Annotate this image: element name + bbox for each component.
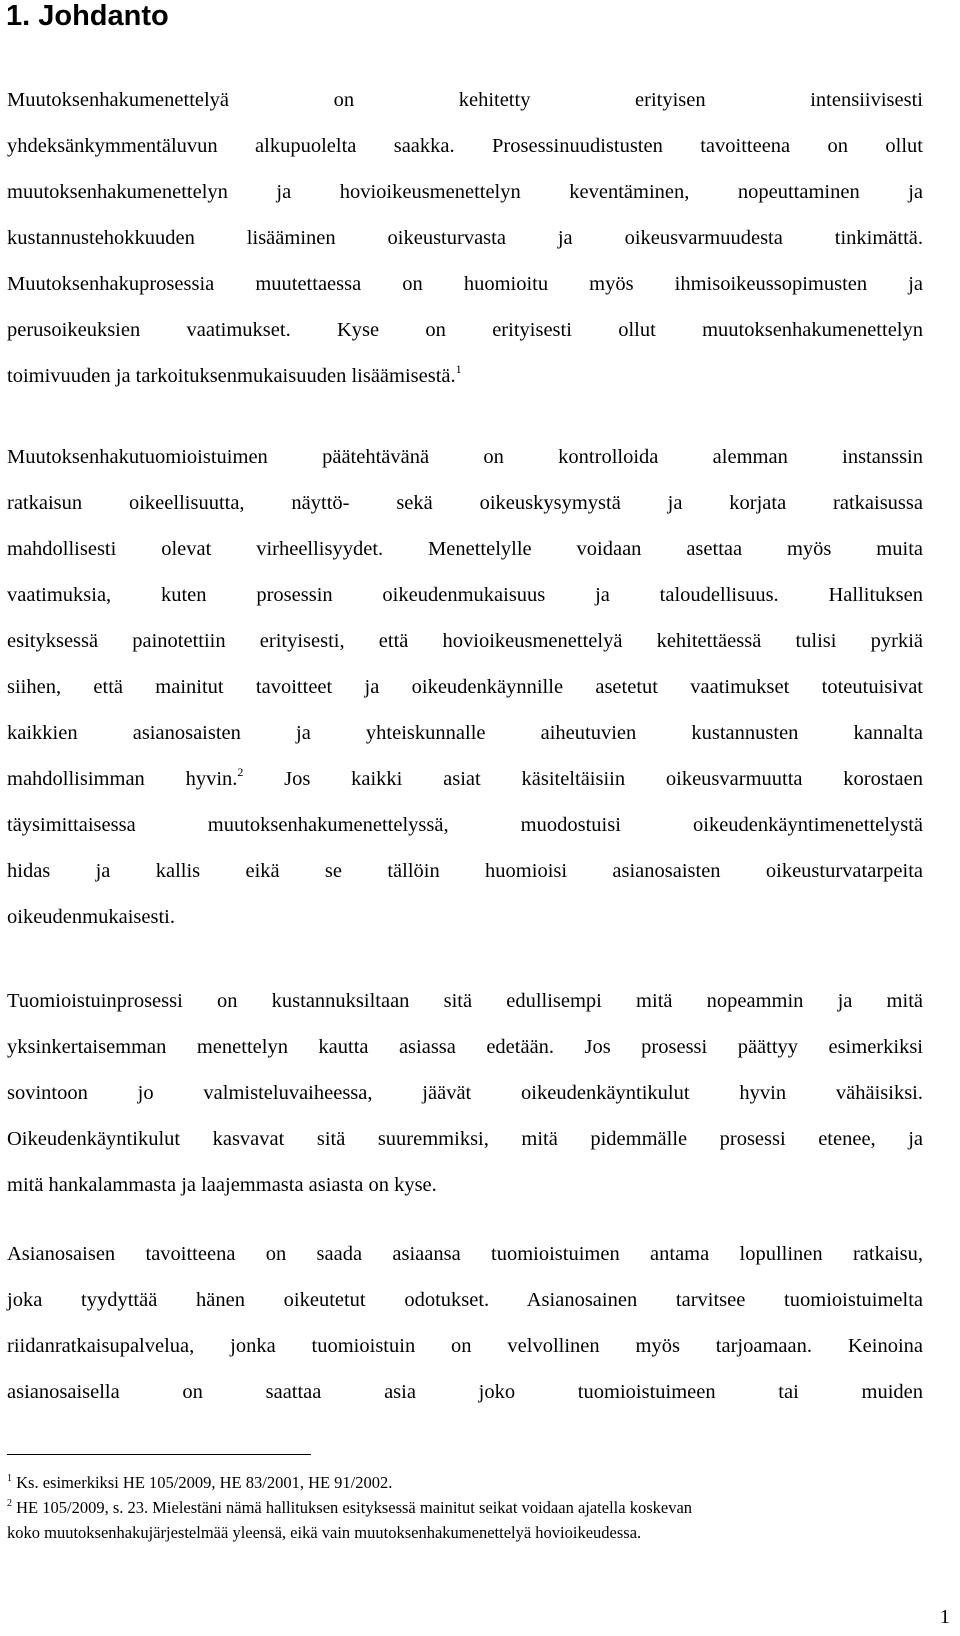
paragraph-line: yksinkertaisemman menettelyn kautta asiassa edetään. Jos prosessi päättyy esimerkiksi <box>7 1036 923 1058</box>
paragraph-line: oikeudenmukaisesti. <box>7 906 175 928</box>
paragraph-line-with-footnote-ref <box>7 353 923 399</box>
footnote-text: HE 105/2009, s. 23. Mielestäni nämä hallituksen esityksessä mainitut seikat voidaan ajatella koskevan <box>16 1498 693 1517</box>
footnote-reference-2[interactable]: 2 <box>237 765 244 779</box>
paragraph-2 <box>7 434 923 940</box>
paragraph-line: vaatimuksia, kuten prosessin oikeudenmukaisuus ja taloudellisuus. Hallituksen <box>7 584 923 606</box>
paragraph-line-text: Jos kaikki asiat käsiteltäisiin oikeusvarmuutta korostaen <box>243 768 923 790</box>
paragraph-line: Muutoksenhakuprosessia muutettaessa on huomioitu myös ihmisoikeussopimusten ja <box>7 273 923 295</box>
paragraph-line: täysimittaisessa muutoksenhakumenettelyssä, muodostuisi oikeudenkäyntimenettelystä <box>7 814 923 836</box>
paragraph-line: Muutoksenhakumenettelyä on kehitetty erityisen intensiivisesti <box>7 89 923 111</box>
paragraph-line: riidanratkaisupalvelua, jonka tuomioistuin on velvollinen myös tarjoamaan. Keinoina <box>7 1335 923 1357</box>
paragraph-line: muutoksenhakumenettelyn ja hovioikeusmenettelyn keventäminen, nopeuttaminen ja <box>7 181 923 203</box>
paragraph-line: asianosaisella on saattaa asia joko tuomioistuimeen tai muiden <box>7 1381 923 1403</box>
paragraph-line: esityksessä painotettiin erityisesti, että hovioikeusmenettelyä kehitettäessä tulisi pyrkiä <box>7 630 923 652</box>
paragraph-1 <box>7 77 923 399</box>
paragraph-line: kustannustehokkuuden lisääminen oikeusturvasta ja oikeusvarmuudesta tinkimättä. <box>7 227 923 249</box>
footnote-number: 2 <box>7 1498 12 1509</box>
footnote-text: Ks. esimerkiksi HE 105/2009, HE 83/2001, HE 91/2002. <box>16 1473 393 1492</box>
footnote-separator <box>7 1454 311 1455</box>
footnotes <box>7 1470 923 1545</box>
paragraph-line: siihen, että mainitut tavoitteet ja oikeudenkäynnille asetetut vaatimukset toteutuisivat <box>7 676 923 698</box>
paragraph-4 <box>7 1231 923 1415</box>
footnote-1 <box>7 1470 923 1495</box>
paragraph-line-text: toimivuuden ja tarkoituksenmukaisuuden lisäämisestä. <box>7 365 456 387</box>
paragraph-line-text: mahdollisimman hyvin. <box>7 768 238 790</box>
paragraph-line: Tuomioistuinprosessi on kustannuksiltaan sitä edullisempi mitä nopeammin ja mitä <box>7 990 923 1012</box>
paragraph-line: perusoikeuksien vaatimukset. Kyse on erityisesti ollut muutoksenhakumenettelyn <box>7 319 923 341</box>
paragraph-line: mahdollisesti olevat virheellisyydet. Menettelylle voidaan asettaa myös muita <box>7 538 923 560</box>
footnote-reference-1[interactable]: 1 <box>455 362 462 376</box>
section-heading: 1. Johdanto <box>6 0 169 32</box>
paragraph-line: hidas ja kallis eikä se tällöin huomioisi asianosaisten oikeusturvatarpeita <box>7 860 923 882</box>
page-number: 1 <box>939 1606 950 1628</box>
paragraph-line: joka tyydyttää hänen oikeutetut odotukset. Asianosainen tarvitsee tuomioistuimelta <box>7 1289 923 1311</box>
paragraph-line: yhdeksänkymmentäluvun alkupuolelta saakka. Prosessinuudistusten tavoitteena on ollut <box>7 135 923 157</box>
paragraph-3 <box>7 978 923 1208</box>
paragraph-line: Asianosaisen tavoitteena on saada asiaansa tuomioistuimen antama lopullinen ratkaisu, <box>7 1243 923 1265</box>
paragraph-line-with-footnote-ref <box>7 756 923 802</box>
footnote-number: 1 <box>7 1473 12 1484</box>
paragraph-line: Muutoksenhakutuomioistuimen päätehtävänä on kontrolloida alemman instanssin <box>7 446 923 468</box>
footnote-2-continuation: koko muutoksenhakujärjestelmää yleensä, eikä vain muutoksenhakumenettelyä hovioikeudessa. <box>7 1523 642 1542</box>
paragraph-line: mitä hankalammasta ja laajemmasta asiasta on kyse. <box>7 1174 437 1196</box>
paragraph-line: ratkaisun oikeellisuutta, näyttö- sekä oikeuskysymystä ja korjata ratkaisussa <box>7 492 923 514</box>
footnote-2 <box>7 1495 923 1520</box>
paragraph-line: Oikeudenkäyntikulut kasvavat sitä suuremmiksi, mitä pidemmälle prosessi etenee, ja <box>7 1128 923 1150</box>
paragraph-line: sovintoon jo valmisteluvaiheessa, jäävät oikeudenkäyntikulut hyvin vähäisiksi. <box>7 1082 923 1104</box>
paragraph-line: kaikkien asianosaisten ja yhteiskunnalle aiheutuvien kustannusten kannalta <box>7 722 923 744</box>
